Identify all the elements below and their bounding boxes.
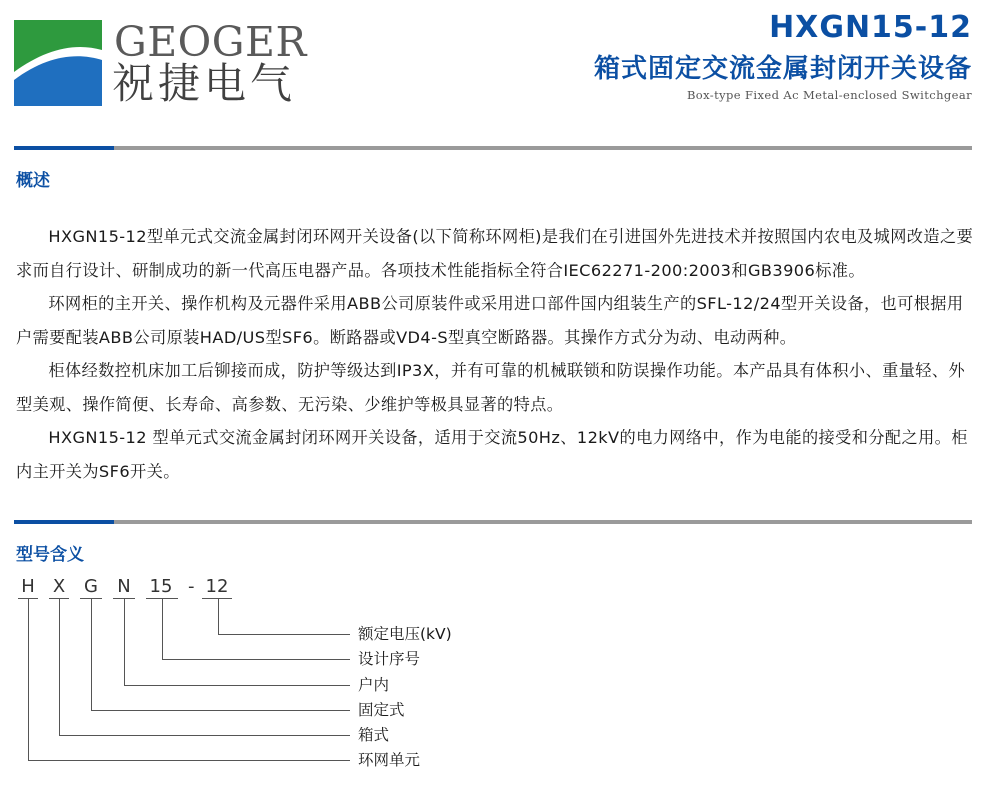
brand-name-cn: 祝捷电气 xyxy=(112,59,297,108)
section-title-overview: 概述 xyxy=(16,171,50,191)
section-divider xyxy=(14,146,972,150)
leader-line xyxy=(28,760,350,761)
leader-line xyxy=(59,735,350,736)
overview-paragraph: 环网柜的主开关、操作机构及元器件采用ABB公司原装件或采用进口部件国内组装生产的SFL-12/24型开关设备，也可根据用户需要配装ABB公司原装HAD/US型SF6。断路器或VD4-S型真空断路器。其操作方式分为动、电动两种。 xyxy=(16,294,964,347)
leader-line xyxy=(162,659,350,660)
code-separator: - xyxy=(188,576,195,597)
overview-body xyxy=(16,220,974,488)
legend-box-type: 箱式 xyxy=(358,726,390,744)
overview-paragraph: HXGN15-12型单元式交流金属封闭环网开关设备(以下简称环网柜)是我们在引进国外先进技术并按照国内农电及城网改造之要求而自行设计、研制成功的新一代高压电器产品。各项技术性能指标全符合IEC62271-200:2003和GB3906标准。 xyxy=(16,227,974,280)
leader-line xyxy=(124,685,350,686)
code-part-x: X xyxy=(52,576,66,597)
product-subtitle-en: Box-type Fixed Ac Metal-enclosed Switchgear xyxy=(686,88,972,102)
code-part-g: G xyxy=(84,576,98,597)
legend-indoor: 户内 xyxy=(358,676,390,694)
legend-design-serial: 设计序号 xyxy=(358,650,421,668)
leader-line xyxy=(162,599,163,659)
code-part-h: H xyxy=(21,576,35,597)
leader-line xyxy=(91,599,92,710)
leader-line xyxy=(91,710,350,711)
legend-rated-voltage: 额定电压(kV) xyxy=(358,625,452,643)
product-title: 箱式固定交流金属封闭开关设备 xyxy=(593,54,972,84)
legend-fixed: 固定式 xyxy=(358,701,405,719)
leader-line xyxy=(218,634,350,635)
leader-line xyxy=(59,599,60,735)
code-underline xyxy=(202,598,232,599)
leader-line xyxy=(218,599,219,634)
overview-paragraph: HXGN15-12 型单元式交流金属封闭环网开关设备，适用于交流50Hz、12kV的电力网络中，作为电能的接受和分配之用。柜内主开关为SF6开关。 xyxy=(16,428,968,481)
legend-ring-main-unit: 环网单元 xyxy=(358,751,421,769)
overview-paragraph: 柜体经数控机床加工后铆接而成，防护等级达到IP3X，并有可靠的机械联锁和防误操作功能。本产品具有体积小、重量轻、外型美观、操作简便、长寿命、高参数、无污染、少维护等极具显著的特点。 xyxy=(16,361,966,414)
brand-name-en: GEOGER xyxy=(114,18,307,66)
section-title-model-meaning: 型号含义 xyxy=(16,545,84,565)
company-logo-icon xyxy=(14,20,102,106)
code-part-n: N xyxy=(117,576,131,597)
leader-line xyxy=(28,599,29,760)
code-part-12: 12 xyxy=(205,576,229,597)
leader-line xyxy=(124,599,125,685)
model-code-heading: HXGN15-12 xyxy=(769,10,972,45)
code-part-15: 15 xyxy=(149,576,173,597)
section-divider xyxy=(14,520,972,524)
